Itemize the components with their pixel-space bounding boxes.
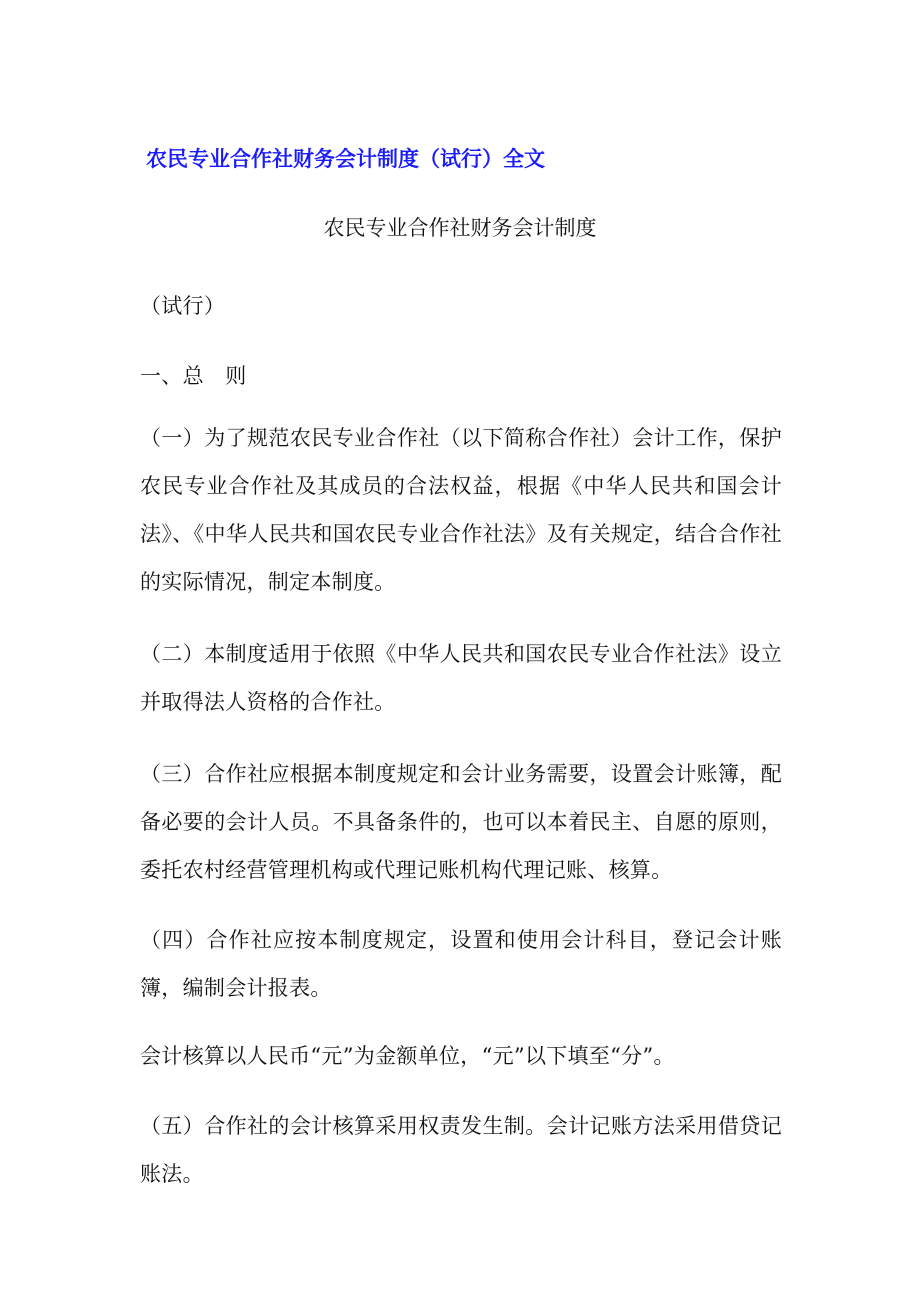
paragraph-4: （四）合作社应按本制度规定，设置和使用会计科目，登记会计账簿，编制会计报表。	[140, 928, 782, 1000]
paragraph-2: （二）本制度适用于依照《中华人民共和国农民专业合作社法》设立并取得法人资格的合作社。	[140, 642, 782, 714]
section-heading: 一、总 则	[140, 364, 247, 388]
paragraph-6: （五）合作社的会计核算采用权责发生制。会计记账方法采用借贷记账法。	[140, 1114, 782, 1186]
main-title: 农民专业合作社财务会计制度	[323, 216, 597, 240]
paragraph-3: （三）合作社应根据本制度规定和会计业务需要，设置会计账簿，配备必要的会计人员。不具备条件的，也可以本着民主、自愿的原则，委托农村经营管理机构或代理记账机构代理记账、核算。	[140, 762, 782, 882]
subtitle: （试行）	[140, 294, 226, 318]
paragraph-1: （一）为了规范农民专业合作社（以下简称合作社）会计工作，保护农民专业合作社及其成员的合法权益，根据《中华人民共和国会计法》、《中华人民共和国农民专业合作社法》及有关规定，结合合作社的实际情况，制定本制度。	[140, 426, 782, 594]
document-link-title[interactable]: 农民专业合作社财务会计制度（试行）全文	[146, 147, 545, 171]
paragraph-5: 会计核算以人民币“元”为金额单位，“元”以下填至“分”。	[140, 1044, 675, 1068]
